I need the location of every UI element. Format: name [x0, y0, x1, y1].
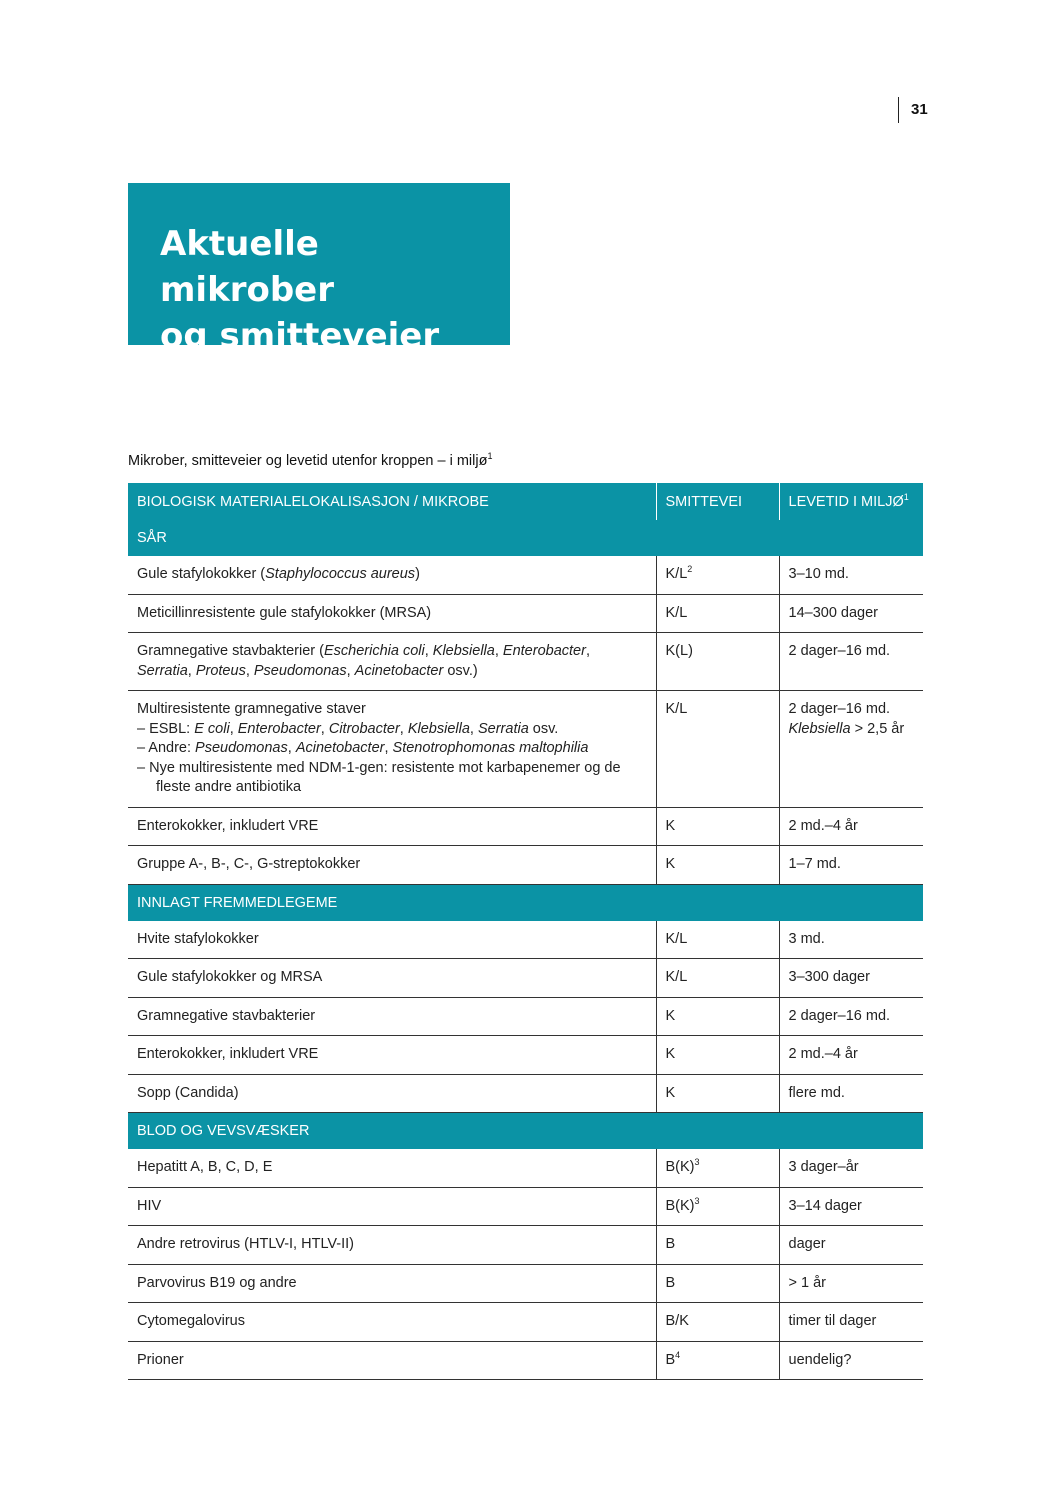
route-cell: B/K — [656, 1303, 779, 1342]
lifetime-cell: 3–300 dager — [779, 959, 923, 998]
route-cell: K — [656, 1036, 779, 1075]
microbe-cell: Gramnegative stavbakterier (Escherichia coli, Klebsiella, Enterobacter, Serratia, Proteus, Pseudomonas, Acinetobacter osv.) — [128, 633, 656, 691]
route-cell: $B^4$ — [656, 1341, 779, 1380]
table-row — [128, 807, 923, 846]
table-row — [128, 1341, 923, 1380]
route-cell: B — [656, 1226, 779, 1265]
microbe-cell: HIV — [128, 1187, 656, 1226]
lifetime-cell: 14–300 dager — [779, 594, 923, 633]
table-row — [128, 594, 923, 633]
route-cell: K/L — [656, 594, 779, 633]
section-label: INNLAGT FREMMEDLEGEME — [128, 884, 923, 921]
route-cell: K — [656, 997, 779, 1036]
microbe-cell: Gule stafylokokker (Staphylococcus aureus) — [128, 556, 656, 594]
header-lifetime-text: LEVETID I MILJØ — [788, 493, 904, 510]
footnote-marker: 2 — [687, 564, 693, 575]
lifetime-cell: 2 dager–16 md. — [779, 997, 923, 1036]
footnote-marker: 3 — [694, 1157, 700, 1168]
header-lifetime — [779, 483, 923, 520]
microbe-cell: Hvite stafylokokker — [128, 921, 656, 959]
header-route: SMITTEVEI — [656, 483, 779, 520]
lifetime-cell: 3–14 dager — [779, 1187, 923, 1226]
header-material: BIOLOGISK MATERIALELOKALISASJON / MIKROBE — [128, 483, 656, 520]
lifetime-cell: dager — [779, 1226, 923, 1265]
lifetime-cell: timer til dager — [779, 1303, 923, 1342]
table-header-row — [128, 483, 923, 520]
table-row — [128, 1264, 923, 1303]
route-cell: K(L) — [656, 633, 779, 691]
footnote-marker: 1 — [487, 451, 493, 462]
section-row-blod — [128, 1113, 923, 1150]
footnote-marker: 3 — [694, 1195, 700, 1206]
microbe-cell: Gule stafylokokker og MRSA — [128, 959, 656, 998]
table-row — [128, 1303, 923, 1342]
lifetime-cell: > 1 år — [779, 1264, 923, 1303]
route-cell: K — [656, 807, 779, 846]
section-label: BLOD OG VEVSVÆSKER — [128, 1113, 923, 1150]
section-row-saar — [128, 520, 923, 556]
table-row — [128, 1149, 923, 1187]
section-label: SÅR — [128, 520, 923, 556]
table-row — [128, 1074, 923, 1113]
chapter-title-box — [128, 183, 510, 356]
microbe-cell: Enterokokker, inkludert VRE — [128, 1036, 656, 1075]
table-caption — [128, 453, 492, 469]
lifetime-cell: 2 md.–4 år — [779, 807, 923, 846]
table-row — [128, 556, 923, 594]
microbe-cell: Meticillinresistente gule stafylokokker (MRSA) — [128, 594, 656, 633]
microbe-cell: Gramnegative stavbakterier — [128, 997, 656, 1036]
footnote-marker: 4 — [675, 1349, 681, 1360]
lifetime-cell: 3 dager–år — [779, 1149, 923, 1187]
page-number: 31 — [898, 97, 928, 123]
route-cell: B — [656, 1264, 779, 1303]
route-cell: $B(K)^3$ — [656, 1149, 779, 1187]
microbe-cell: Hepatitt A, B, C, D, E — [128, 1149, 656, 1187]
table-row — [128, 1187, 923, 1226]
lifetime-cell: 2 dager–16 md. — [779, 633, 923, 691]
route-cell: K/L — [656, 921, 779, 959]
section-row-fremmedlegeme — [128, 884, 923, 921]
route-cell: K — [656, 846, 779, 885]
footnote-marker: 1 — [903, 491, 909, 502]
table-row — [128, 997, 923, 1036]
table-row — [128, 633, 923, 691]
table-row — [128, 846, 923, 885]
route-cell: $B(K)^3$ — [656, 1187, 779, 1226]
table-row — [128, 959, 923, 998]
microbe-cell: Multiresistente gramnegative staver – ESBL: E coli, Enterobacter, Citrobacter, Klebsiella, Serratia osv. – Andre: Pseudomonas, Acinetobacter, Stenotrophomonas maltophilia – Nye multiresistente med NDM-1-gen: resistente mot karbapenemer og de fleste andre antibiotika — [128, 691, 656, 808]
microbe-cell: Andre retrovirus (HTLV-I, HTLV-II) — [128, 1226, 656, 1265]
microbe-cell: Prioner — [128, 1341, 656, 1380]
route-cell: K/L — [656, 959, 779, 998]
table-caption-text: Mikrober, smitteveier og levetid utenfor kroppen – i miljø — [128, 453, 488, 469]
table-row — [128, 1036, 923, 1075]
microbe-cell: Gruppe A-, B-, C-, G-streptokokker — [128, 846, 656, 885]
lifetime-cell: 2 md.–4 år — [779, 1036, 923, 1075]
chapter-title-line-2: og smitteveier — [160, 316, 440, 356]
route-cell: $K/L^2$ — [656, 556, 779, 594]
lifetime-cell: flere md. — [779, 1074, 923, 1113]
table-row — [128, 1226, 923, 1265]
lifetime-cell: 1–7 md. — [779, 846, 923, 885]
microbe-cell: Cytomegalovirus — [128, 1303, 656, 1342]
chapter-title-line-1: Aktuelle mikrober — [160, 224, 334, 310]
microbe-cell: Sopp (Candida) — [128, 1074, 656, 1113]
table-row — [128, 921, 923, 959]
lifetime-cell: 3–10 md. — [779, 556, 923, 594]
lifetime-cell: 3 md. — [779, 921, 923, 959]
lifetime-cell: 2 dager–16 md. Klebsiella > 2,5 år — [779, 691, 923, 808]
microbe-cell: Parvovirus B19 og andre — [128, 1264, 656, 1303]
microbe-table — [128, 483, 923, 1380]
microbe-cell: Enterokokker, inkludert VRE — [128, 807, 656, 846]
route-cell: K — [656, 1074, 779, 1113]
lifetime-cell: uendelig? — [779, 1341, 923, 1380]
table-row — [128, 691, 923, 808]
route-cell: K/L — [656, 691, 779, 808]
